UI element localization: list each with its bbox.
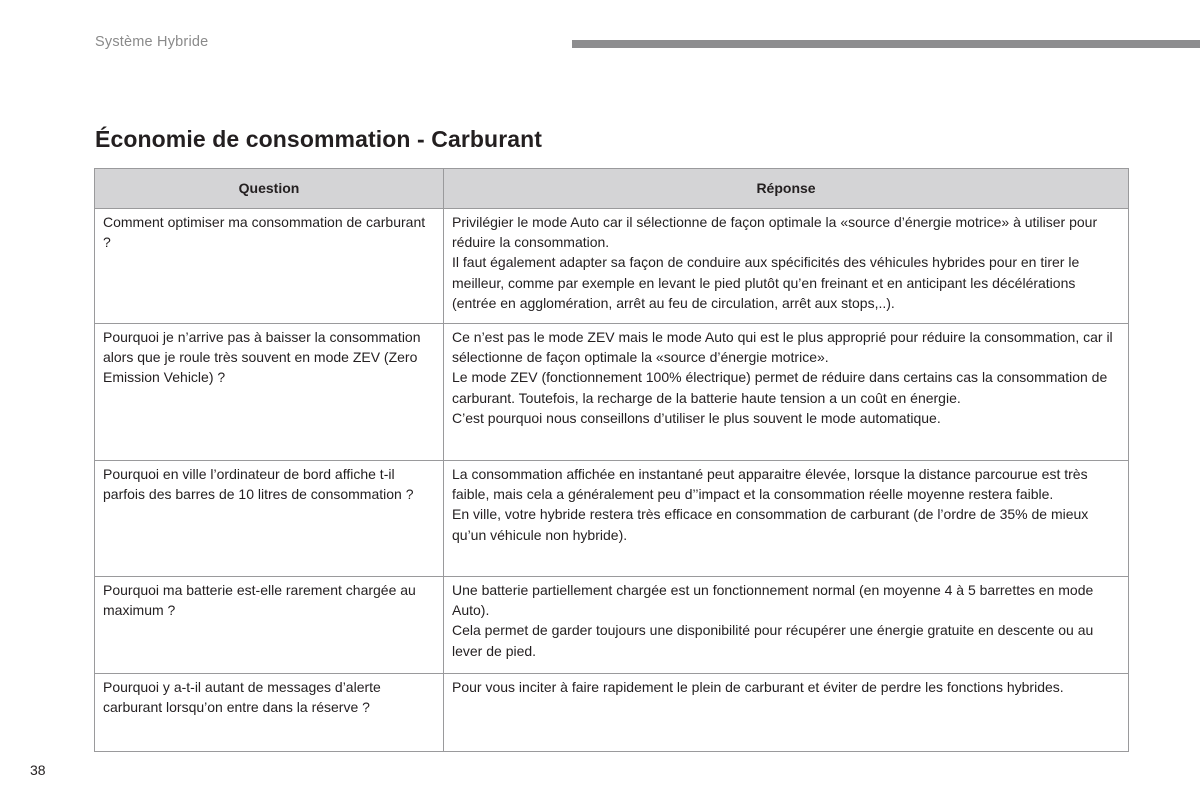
page-number: 38	[30, 762, 46, 778]
answer-cell	[444, 209, 1129, 324]
table-row	[95, 577, 1129, 674]
answer-paragraph: Une batterie partiellement chargée est un fonctionnement normal (en moyenne 4 à 5 barrettes en mode Auto).	[452, 582, 1094, 619]
question-cell: Comment optimiser ma consommation de carburant ?	[95, 209, 444, 324]
answer-cell	[444, 577, 1129, 674]
question-cell: Pourquoi en ville l’ordinateur de bord affiche t-il parfois des barres de 10 litres de consommation ?	[95, 461, 444, 577]
answer-paragraph: C’est pourquoi nous conseillons d’utiliser le plus souvent le mode automatique.	[452, 409, 941, 426]
question-cell: Pourquoi je n’arrive pas à baisser la consommation alors que je roule très souvent en mode ZEV (Zero Emission Vehicle) ?	[95, 324, 444, 461]
section-title: Système Hybride	[95, 34, 209, 50]
answer-cell	[444, 324, 1129, 461]
section-header-bar	[572, 40, 1200, 48]
answer-cell	[444, 674, 1129, 752]
answer-paragraph: Privilégier le mode Auto car il sélectionne de façon optimale la «source d’énergie motrice» à utiliser pour réduire la consommation.	[452, 214, 1098, 251]
answer-paragraph: Il faut également adapter sa façon de conduire aux spécificités des véhicules hybrides pour en tirer le meilleur, comme par exemple en levant le pied plutôt qu’en freinant et en anticipant les décélérations (entrée en agglomération, arrêt au feu de circulation, arrêt aux stops,..).	[452, 254, 1080, 311]
column-header-answer: Réponse	[444, 169, 1129, 209]
question-cell: Pourquoi y a-t-il autant de messages d’alerte carburant lorsqu’on entre dans la réserve ?	[95, 674, 444, 752]
faq-table	[94, 168, 1129, 752]
table-header-row	[95, 169, 1129, 209]
table-row	[95, 461, 1129, 577]
answer-paragraph: Pour vous inciter à faire rapidement le plein de carburant et éviter de perdre les fonctions hybrides.	[452, 679, 1064, 695]
page-title: Économie de consommation - Carburant	[95, 126, 543, 152]
table-row	[95, 674, 1129, 752]
answer-paragraph: Cela permet de garder toujours une disponibilité pour récupérer une énergie gratuite en descente ou au lever de pied.	[452, 622, 1094, 659]
answer-paragraph: La consommation affichée en instantané peut apparaitre élevée, lorsque la distance parcourue est très faible, mais cela a généralement peu d’’impact et la consommation réelle moyenne restera faible.	[452, 466, 1088, 503]
table-row	[95, 324, 1129, 461]
answer-cell	[444, 461, 1129, 577]
column-header-question: Question	[95, 169, 444, 209]
answer-paragraph: Ce n’est pas le mode ZEV mais le mode Auto qui est le plus approprié pour réduire la consommation, car il sélectionne de façon optimale la «source d’énergie motrice».	[452, 329, 1113, 366]
question-cell: Pourquoi ma batterie est-elle rarement chargée au maximum ?	[95, 577, 444, 674]
answer-paragraph: En ville, votre hybride restera très efficace en consommation de carburant (de l’ordre de 35% de mieux qu’un véhicule non hybride).	[452, 506, 1089, 543]
table-row	[95, 209, 1129, 324]
answer-paragraph: Le mode ZEV (fonctionnement 100% électrique) permet de réduire dans certains cas la consommation de carburant. Toutefois, la recharge de la batterie haute tension a un coût en énergie.	[452, 369, 1108, 406]
